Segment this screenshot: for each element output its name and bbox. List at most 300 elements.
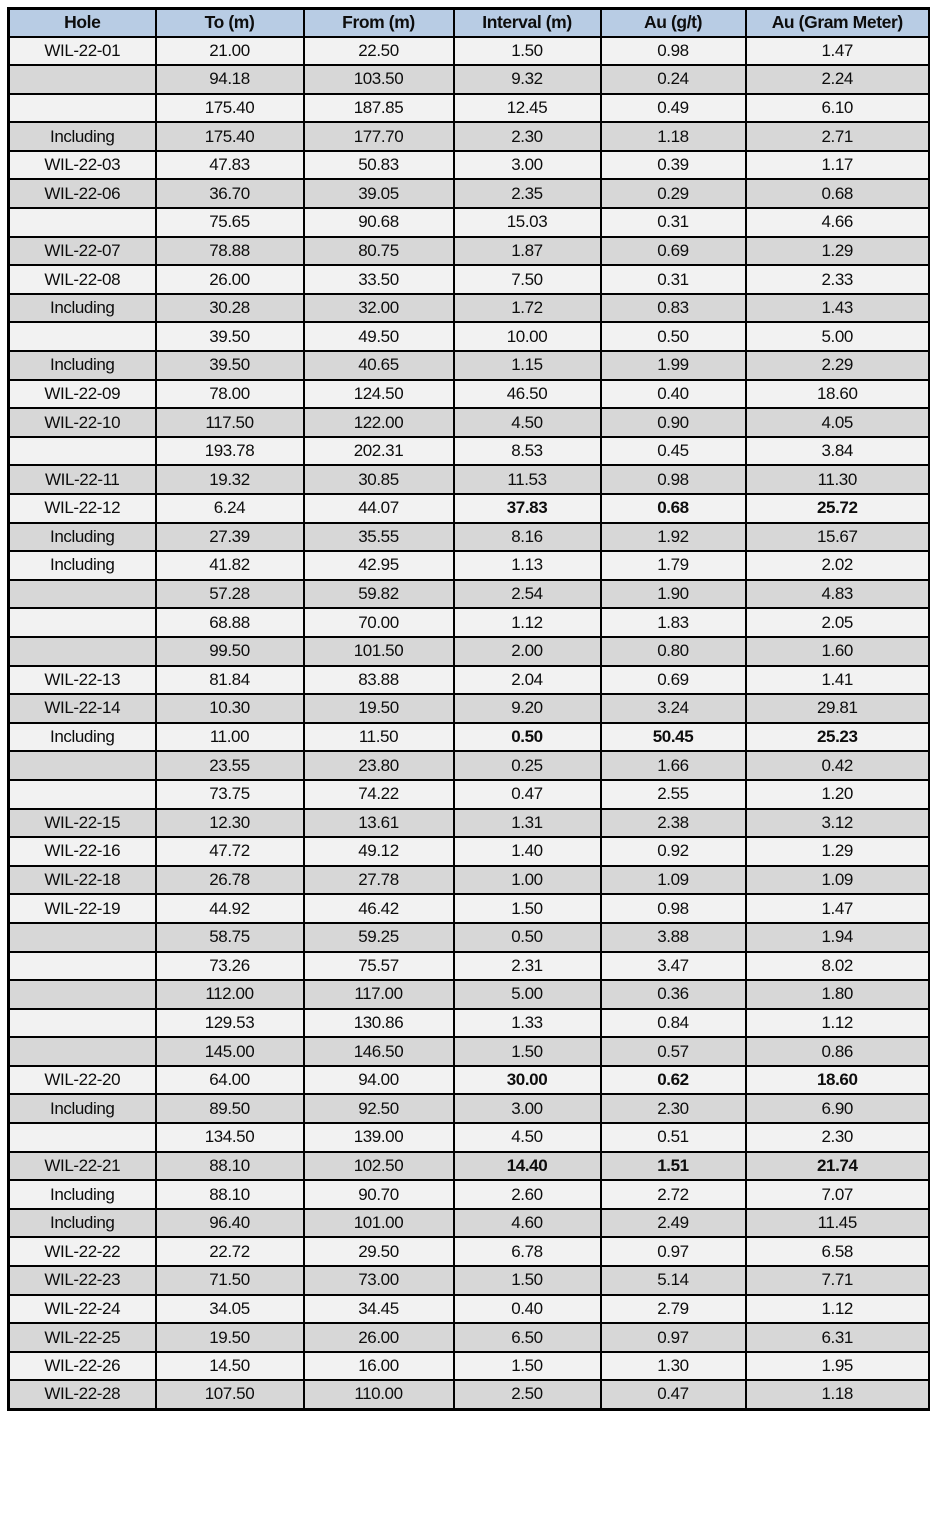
cell-hole xyxy=(9,437,156,466)
table-row xyxy=(9,980,930,1009)
cell-from_m: 70.00 xyxy=(304,608,454,637)
cell-hole xyxy=(9,65,156,94)
cell-from_m: 94.00 xyxy=(304,1066,454,1095)
cell-au_gram_meter: 1.12 xyxy=(746,1295,930,1324)
cell-from_m: 49.50 xyxy=(304,322,454,351)
cell-from_m: 74.22 xyxy=(304,780,454,809)
cell-hole: Including xyxy=(9,122,156,151)
table-row xyxy=(9,1123,930,1152)
cell-au_gram_meter: 1.18 xyxy=(746,1380,930,1409)
cell-au_gpt: 0.31 xyxy=(601,265,746,294)
cell-to_m: 36.70 xyxy=(156,179,304,208)
cell-hole: WIL-22-01 xyxy=(9,37,156,66)
table-row xyxy=(9,894,930,923)
cell-from_m: 73.00 xyxy=(304,1266,454,1295)
cell-au_gpt: 1.90 xyxy=(601,580,746,609)
cell-au_gram_meter: 4.05 xyxy=(746,408,930,437)
cell-au_gram_meter: 6.90 xyxy=(746,1094,930,1123)
table-row xyxy=(9,1152,930,1181)
cell-interval_m: 9.20 xyxy=(454,694,601,723)
table-row xyxy=(9,608,930,637)
cell-interval_m: 3.00 xyxy=(454,1094,601,1123)
cell-to_m: 89.50 xyxy=(156,1094,304,1123)
cell-au_gpt: 1.92 xyxy=(601,523,746,552)
cell-interval_m: 7.50 xyxy=(454,265,601,294)
table-row xyxy=(9,380,930,409)
cell-hole xyxy=(9,1123,156,1152)
cell-au_gpt: 1.99 xyxy=(601,351,746,380)
cell-hole: WIL-22-18 xyxy=(9,866,156,895)
cell-au_gpt: 1.83 xyxy=(601,608,746,637)
cell-au_gpt: 0.29 xyxy=(601,179,746,208)
cell-to_m: 34.05 xyxy=(156,1295,304,1324)
cell-from_m: 187.85 xyxy=(304,94,454,123)
cell-interval_m: 4.50 xyxy=(454,1123,601,1152)
cell-hole xyxy=(9,637,156,666)
table-row xyxy=(9,237,930,266)
cell-to_m: 175.40 xyxy=(156,94,304,123)
cell-au_gpt: 0.49 xyxy=(601,94,746,123)
cell-hole xyxy=(9,1009,156,1038)
cell-hole: WIL-22-11 xyxy=(9,465,156,494)
table-row xyxy=(9,1037,930,1066)
cell-au_gpt: 0.80 xyxy=(601,637,746,666)
cell-to_m: 81.84 xyxy=(156,666,304,695)
cell-to_m: 73.26 xyxy=(156,952,304,981)
cell-au_gram_meter: 6.31 xyxy=(746,1323,930,1352)
cell-au_gpt: 2.49 xyxy=(601,1209,746,1238)
cell-au_gram_meter: 1.09 xyxy=(746,866,930,895)
cell-to_m: 30.28 xyxy=(156,294,304,323)
cell-interval_m: 0.50 xyxy=(454,923,601,952)
cell-to_m: 11.00 xyxy=(156,723,304,752)
cell-au_gram_meter: 1.29 xyxy=(746,237,930,266)
cell-to_m: 64.00 xyxy=(156,1066,304,1095)
cell-from_m: 110.00 xyxy=(304,1380,454,1409)
cell-au_gpt: 0.57 xyxy=(601,1037,746,1066)
cell-au_gram_meter: 2.24 xyxy=(746,65,930,94)
cell-from_m: 130.86 xyxy=(304,1009,454,1038)
cell-interval_m: 0.50 xyxy=(454,723,601,752)
cell-au_gpt: 2.30 xyxy=(601,1094,746,1123)
cell-interval_m: 0.40 xyxy=(454,1295,601,1324)
cell-interval_m: 1.50 xyxy=(454,1037,601,1066)
cell-interval_m: 9.32 xyxy=(454,65,601,94)
cell-hole xyxy=(9,322,156,351)
table-row xyxy=(9,1180,930,1209)
table-row xyxy=(9,151,930,180)
cell-interval_m: 6.78 xyxy=(454,1237,601,1266)
cell-hole xyxy=(9,923,156,952)
cell-from_m: 29.50 xyxy=(304,1237,454,1266)
cell-hole xyxy=(9,980,156,1009)
table-row xyxy=(9,723,930,752)
cell-to_m: 57.28 xyxy=(156,580,304,609)
cell-to_m: 99.50 xyxy=(156,637,304,666)
cell-hole xyxy=(9,952,156,981)
table-row xyxy=(9,952,930,981)
cell-to_m: 78.88 xyxy=(156,237,304,266)
cell-from_m: 122.00 xyxy=(304,408,454,437)
cell-interval_m: 1.31 xyxy=(454,809,601,838)
cell-hole: Including xyxy=(9,723,156,752)
cell-to_m: 41.82 xyxy=(156,551,304,580)
cell-interval_m: 4.50 xyxy=(454,408,601,437)
cell-au_gram_meter: 29.81 xyxy=(746,694,930,723)
cell-to_m: 96.40 xyxy=(156,1209,304,1238)
cell-from_m: 59.82 xyxy=(304,580,454,609)
cell-au_gram_meter: 0.86 xyxy=(746,1037,930,1066)
cell-hole: WIL-22-23 xyxy=(9,1266,156,1295)
cell-au_gram_meter: 5.00 xyxy=(746,322,930,351)
cell-hole: WIL-22-28 xyxy=(9,1380,156,1409)
cell-au_gram_meter: 0.68 xyxy=(746,179,930,208)
cell-hole: Including xyxy=(9,1094,156,1123)
cell-to_m: 26.78 xyxy=(156,866,304,895)
cell-hole: WIL-22-09 xyxy=(9,380,156,409)
cell-au_gram_meter: 1.47 xyxy=(746,37,930,66)
table-row xyxy=(9,408,930,437)
cell-interval_m: 3.00 xyxy=(454,151,601,180)
cell-hole xyxy=(9,94,156,123)
cell-from_m: 90.68 xyxy=(304,208,454,237)
cell-au_gpt: 0.62 xyxy=(601,1066,746,1095)
cell-from_m: 19.50 xyxy=(304,694,454,723)
cell-to_m: 94.18 xyxy=(156,65,304,94)
cell-to_m: 47.72 xyxy=(156,837,304,866)
table-row xyxy=(9,465,930,494)
cell-to_m: 10.30 xyxy=(156,694,304,723)
cell-hole: Including xyxy=(9,551,156,580)
cell-from_m: 75.57 xyxy=(304,952,454,981)
cell-hole: WIL-22-13 xyxy=(9,666,156,695)
cell-from_m: 30.85 xyxy=(304,465,454,494)
cell-au_gram_meter: 1.60 xyxy=(746,637,930,666)
cell-au_gpt: 0.98 xyxy=(601,465,746,494)
table-row xyxy=(9,523,930,552)
cell-interval_m: 15.03 xyxy=(454,208,601,237)
cell-interval_m: 2.35 xyxy=(454,179,601,208)
cell-from_m: 22.50 xyxy=(304,37,454,66)
cell-interval_m: 1.12 xyxy=(454,608,601,637)
cell-au_gpt: 0.36 xyxy=(601,980,746,1009)
table-row xyxy=(9,294,930,323)
cell-hole: WIL-22-26 xyxy=(9,1352,156,1381)
cell-interval_m: 1.87 xyxy=(454,237,601,266)
cell-au_gpt: 50.45 xyxy=(601,723,746,752)
cell-au_gpt: 1.18 xyxy=(601,122,746,151)
table-row xyxy=(9,1266,930,1295)
cell-au_gpt: 0.40 xyxy=(601,380,746,409)
table-row xyxy=(9,1237,930,1266)
cell-from_m: 16.00 xyxy=(304,1352,454,1381)
cell-to_m: 22.72 xyxy=(156,1237,304,1266)
cell-au_gpt: 0.68 xyxy=(601,494,746,523)
cell-from_m: 27.78 xyxy=(304,866,454,895)
cell-au_gram_meter: 3.12 xyxy=(746,809,930,838)
cell-au_gpt: 0.31 xyxy=(601,208,746,237)
table-row xyxy=(9,551,930,580)
cell-au_gpt: 0.84 xyxy=(601,1009,746,1038)
drill-results-table xyxy=(7,7,930,1411)
cell-to_m: 71.50 xyxy=(156,1266,304,1295)
cell-hole: WIL-22-19 xyxy=(9,894,156,923)
cell-au_gpt: 0.69 xyxy=(601,237,746,266)
cell-to_m: 12.30 xyxy=(156,809,304,838)
cell-interval_m: 37.83 xyxy=(454,494,601,523)
cell-to_m: 21.00 xyxy=(156,37,304,66)
cell-hole: WIL-22-24 xyxy=(9,1295,156,1324)
cell-interval_m: 0.25 xyxy=(454,751,601,780)
table-body xyxy=(9,37,930,1410)
cell-hole: WIL-22-22 xyxy=(9,1237,156,1266)
cell-from_m: 13.61 xyxy=(304,809,454,838)
cell-au_gpt: 1.30 xyxy=(601,1352,746,1381)
cell-hole: Including xyxy=(9,1180,156,1209)
cell-interval_m: 1.13 xyxy=(454,551,601,580)
cell-au_gpt: 1.09 xyxy=(601,866,746,895)
table-row xyxy=(9,694,930,723)
cell-hole: WIL-22-21 xyxy=(9,1152,156,1181)
cell-au_gram_meter: 4.83 xyxy=(746,580,930,609)
cell-interval_m: 0.47 xyxy=(454,780,601,809)
cell-interval_m: 2.00 xyxy=(454,637,601,666)
cell-interval_m: 1.50 xyxy=(454,37,601,66)
cell-from_m: 59.25 xyxy=(304,923,454,952)
cell-au_gram_meter: 1.80 xyxy=(746,980,930,1009)
cell-interval_m: 11.53 xyxy=(454,465,601,494)
cell-hole xyxy=(9,208,156,237)
cell-to_m: 88.10 xyxy=(156,1152,304,1181)
table-row xyxy=(9,208,930,237)
cell-interval_m: 1.50 xyxy=(454,1266,601,1295)
cell-from_m: 83.88 xyxy=(304,666,454,695)
table-row xyxy=(9,37,930,66)
cell-au_gram_meter: 8.02 xyxy=(746,952,930,981)
cell-from_m: 146.50 xyxy=(304,1037,454,1066)
cell-interval_m: 4.60 xyxy=(454,1209,601,1238)
cell-au_gram_meter: 1.41 xyxy=(746,666,930,695)
cell-au_gram_meter: 25.23 xyxy=(746,723,930,752)
cell-from_m: 103.50 xyxy=(304,65,454,94)
cell-au_gpt: 0.97 xyxy=(601,1323,746,1352)
table-row xyxy=(9,437,930,466)
cell-hole: WIL-22-03 xyxy=(9,151,156,180)
table-row xyxy=(9,1209,930,1238)
cell-from_m: 101.50 xyxy=(304,637,454,666)
table-row xyxy=(9,1295,930,1324)
cell-au_gpt: 0.50 xyxy=(601,322,746,351)
cell-au_gpt: 3.24 xyxy=(601,694,746,723)
cell-from_m: 39.05 xyxy=(304,179,454,208)
cell-au_gpt: 0.83 xyxy=(601,294,746,323)
cell-au_gpt: 0.98 xyxy=(601,37,746,66)
cell-hole: Including xyxy=(9,294,156,323)
cell-interval_m: 5.00 xyxy=(454,980,601,1009)
cell-to_m: 39.50 xyxy=(156,351,304,380)
cell-from_m: 117.00 xyxy=(304,980,454,1009)
table-row xyxy=(9,179,930,208)
cell-to_m: 6.24 xyxy=(156,494,304,523)
cell-interval_m: 1.40 xyxy=(454,837,601,866)
cell-au_gram_meter: 15.67 xyxy=(746,523,930,552)
cell-interval_m: 2.31 xyxy=(454,952,601,981)
cell-from_m: 177.70 xyxy=(304,122,454,151)
cell-hole xyxy=(9,608,156,637)
cell-au_gram_meter: 21.74 xyxy=(746,1152,930,1181)
cell-au_gpt: 0.69 xyxy=(601,666,746,695)
cell-from_m: 33.50 xyxy=(304,265,454,294)
cell-from_m: 35.55 xyxy=(304,523,454,552)
column-header-au_gram_meter: Au (Gram Meter) xyxy=(746,9,930,37)
cell-from_m: 40.65 xyxy=(304,351,454,380)
cell-from_m: 23.80 xyxy=(304,751,454,780)
cell-interval_m: 1.50 xyxy=(454,1352,601,1381)
column-header-from_m: From (m) xyxy=(304,9,454,37)
cell-au_gram_meter: 11.30 xyxy=(746,465,930,494)
cell-au_gpt: 5.14 xyxy=(601,1266,746,1295)
cell-au_gpt: 2.55 xyxy=(601,780,746,809)
cell-au_gram_meter: 3.84 xyxy=(746,437,930,466)
cell-hole xyxy=(9,751,156,780)
cell-hole: WIL-22-12 xyxy=(9,494,156,523)
cell-hole: WIL-22-16 xyxy=(9,837,156,866)
cell-to_m: 27.39 xyxy=(156,523,304,552)
header-row xyxy=(9,9,930,37)
cell-au_gram_meter: 1.43 xyxy=(746,294,930,323)
cell-au_gram_meter: 4.66 xyxy=(746,208,930,237)
cell-au_gram_meter: 2.29 xyxy=(746,351,930,380)
cell-au_gpt: 1.66 xyxy=(601,751,746,780)
cell-to_m: 14.50 xyxy=(156,1352,304,1381)
table-row xyxy=(9,637,930,666)
cell-hole xyxy=(9,1037,156,1066)
cell-interval_m: 2.04 xyxy=(454,666,601,695)
cell-to_m: 44.92 xyxy=(156,894,304,923)
table-row xyxy=(9,751,930,780)
cell-interval_m: 1.15 xyxy=(454,351,601,380)
cell-au_gpt: 0.92 xyxy=(601,837,746,866)
cell-interval_m: 1.00 xyxy=(454,866,601,895)
cell-interval_m: 30.00 xyxy=(454,1066,601,1095)
cell-from_m: 101.00 xyxy=(304,1209,454,1238)
cell-au_gpt: 0.47 xyxy=(601,1380,746,1409)
table-row xyxy=(9,666,930,695)
cell-from_m: 26.00 xyxy=(304,1323,454,1352)
cell-hole: Including xyxy=(9,351,156,380)
cell-from_m: 49.12 xyxy=(304,837,454,866)
cell-au_gram_meter: 18.60 xyxy=(746,1066,930,1095)
cell-interval_m: 2.60 xyxy=(454,1180,601,1209)
cell-interval_m: 2.50 xyxy=(454,1380,601,1409)
table-row xyxy=(9,1066,930,1095)
column-header-hole: Hole xyxy=(9,9,156,37)
cell-to_m: 88.10 xyxy=(156,1180,304,1209)
table-row xyxy=(9,1323,930,1352)
cell-au_gpt: 0.45 xyxy=(601,437,746,466)
cell-from_m: 34.45 xyxy=(304,1295,454,1324)
cell-interval_m: 10.00 xyxy=(454,322,601,351)
cell-au_gram_meter: 25.72 xyxy=(746,494,930,523)
cell-au_gram_meter: 18.60 xyxy=(746,380,930,409)
cell-hole: WIL-22-25 xyxy=(9,1323,156,1352)
cell-interval_m: 8.53 xyxy=(454,437,601,466)
cell-from_m: 139.00 xyxy=(304,1123,454,1152)
cell-to_m: 75.65 xyxy=(156,208,304,237)
cell-to_m: 107.50 xyxy=(156,1380,304,1409)
table-row xyxy=(9,780,930,809)
cell-au_gpt: 0.24 xyxy=(601,65,746,94)
cell-hole: Including xyxy=(9,523,156,552)
cell-au_gram_meter: 7.07 xyxy=(746,1180,930,1209)
cell-au_gram_meter: 2.71 xyxy=(746,122,930,151)
cell-hole: Including xyxy=(9,1209,156,1238)
cell-interval_m: 1.33 xyxy=(454,1009,601,1038)
cell-au_gram_meter: 6.58 xyxy=(746,1237,930,1266)
cell-au_gram_meter: 2.02 xyxy=(746,551,930,580)
cell-au_gram_meter: 2.30 xyxy=(746,1123,930,1152)
cell-au_gpt: 2.72 xyxy=(601,1180,746,1209)
table-row xyxy=(9,494,930,523)
cell-au_gram_meter: 2.05 xyxy=(746,608,930,637)
column-header-au_gpt: Au (g/t) xyxy=(601,9,746,37)
cell-interval_m: 12.45 xyxy=(454,94,601,123)
table-row xyxy=(9,351,930,380)
cell-from_m: 80.75 xyxy=(304,237,454,266)
cell-from_m: 202.31 xyxy=(304,437,454,466)
cell-au_gpt: 3.88 xyxy=(601,923,746,952)
cell-au_gpt: 3.47 xyxy=(601,952,746,981)
cell-au_gram_meter: 11.45 xyxy=(746,1209,930,1238)
table-row xyxy=(9,1094,930,1123)
cell-interval_m: 2.54 xyxy=(454,580,601,609)
cell-to_m: 175.40 xyxy=(156,122,304,151)
cell-au_gram_meter: 1.17 xyxy=(746,151,930,180)
table-row xyxy=(9,322,930,351)
cell-to_m: 73.75 xyxy=(156,780,304,809)
table-row xyxy=(9,866,930,895)
cell-to_m: 19.32 xyxy=(156,465,304,494)
cell-au_gpt: 1.79 xyxy=(601,551,746,580)
cell-hole: WIL-22-14 xyxy=(9,694,156,723)
cell-au_gram_meter: 7.71 xyxy=(746,1266,930,1295)
cell-to_m: 68.88 xyxy=(156,608,304,637)
cell-au_gpt: 0.97 xyxy=(601,1237,746,1266)
cell-interval_m: 14.40 xyxy=(454,1152,601,1181)
cell-au_gram_meter: 1.95 xyxy=(746,1352,930,1381)
cell-au_gram_meter: 6.10 xyxy=(746,94,930,123)
cell-hole: WIL-22-07 xyxy=(9,237,156,266)
cell-interval_m: 8.16 xyxy=(454,523,601,552)
cell-to_m: 19.50 xyxy=(156,1323,304,1352)
table-row xyxy=(9,265,930,294)
cell-au_gram_meter: 1.20 xyxy=(746,780,930,809)
cell-from_m: 11.50 xyxy=(304,723,454,752)
table-row xyxy=(9,809,930,838)
cell-from_m: 102.50 xyxy=(304,1152,454,1181)
cell-to_m: 117.50 xyxy=(156,408,304,437)
cell-au_gram_meter: 1.12 xyxy=(746,1009,930,1038)
cell-hole: WIL-22-06 xyxy=(9,179,156,208)
cell-from_m: 124.50 xyxy=(304,380,454,409)
cell-to_m: 145.00 xyxy=(156,1037,304,1066)
cell-from_m: 32.00 xyxy=(304,294,454,323)
table-row xyxy=(9,65,930,94)
cell-hole xyxy=(9,580,156,609)
cell-hole: WIL-22-08 xyxy=(9,265,156,294)
cell-to_m: 112.00 xyxy=(156,980,304,1009)
cell-to_m: 26.00 xyxy=(156,265,304,294)
